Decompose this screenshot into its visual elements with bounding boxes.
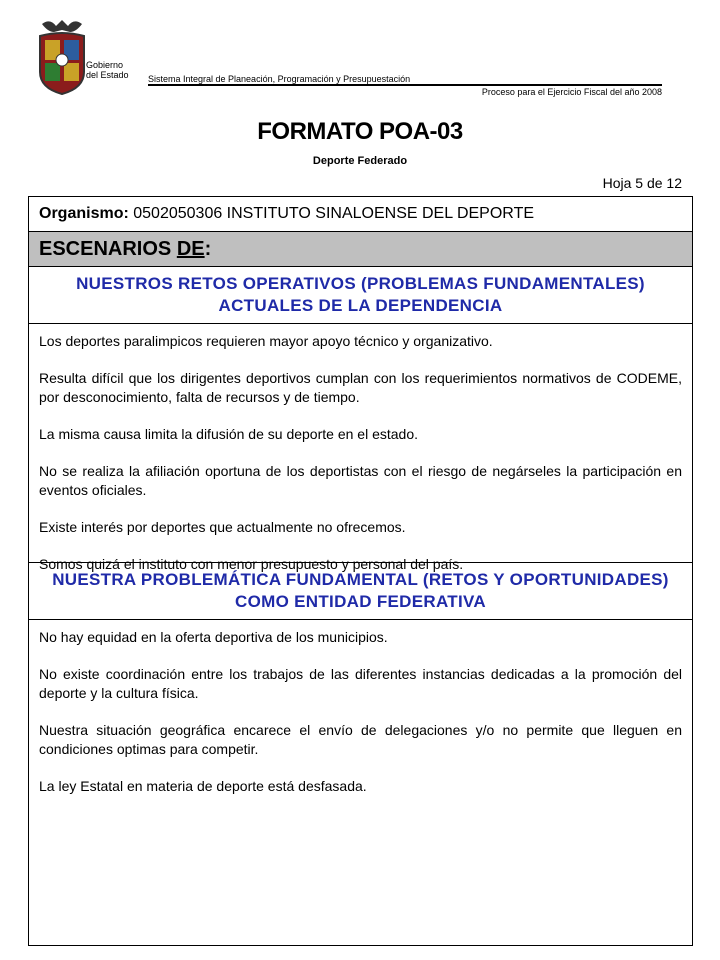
paragraph: No se realiza la afiliación oportuna de los deportistas con el riesgo de negárseles la participación en eventos oficiales. (39, 463, 682, 498)
paragraph: Nuestra situación geográfica encarece el envío de delegaciones y/o no permite que lleguen en condiciones optimas para competir. (39, 722, 682, 757)
document-title: FORMATO POA-03 (257, 118, 463, 145)
government-label (86, 60, 129, 80)
paragraph: La misma causa limita la difusión de su deporte en el estado. (39, 426, 418, 442)
paragraph: No hay equidad en la oferta deportiva de los municipios. (39, 629, 388, 645)
government-label-line1: Gobierno (86, 60, 124, 70)
poa-form (28, 196, 693, 946)
paragraph: Somos quizá el instituto con menor presupuesto y personal del país. (39, 556, 464, 572)
paragraph: No existe coordinación entre los trabajos de las diferentes instancias dedicadas a la promoción del deporte y la cultura física. (39, 666, 682, 701)
document-subtitle: Deporte Federado (312, 155, 408, 167)
scenarios-label-prefix: ESCENARIOS (39, 238, 177, 260)
paragraph: Resulta difícil que los dirigentes deportivos cumplan con los requerimientos normativos de CODEME, por desconocimiento, falta de recursos y de tiempo. (39, 370, 682, 405)
organism-value: 0502050306 INSTITUTO SINALOENSE DEL DEPORTE (133, 205, 535, 222)
system-title: Sistema Integral de Planeación, Programación y Presupuestación (148, 74, 411, 84)
organism-label: Organismo: (39, 205, 129, 222)
section-heading: NUESTROS RETOS OPERATIVOS (PROBLEMAS FUNDAMENTALES) ACTUALES DE LA DEPENDENCIA (29, 267, 692, 324)
state-problems-section (29, 563, 692, 820)
header-divider (148, 84, 662, 86)
organism-row (29, 197, 692, 232)
section-body (29, 324, 692, 580)
sheet-number: Hoja 5 de 12 (602, 175, 682, 191)
paragraph: Los deportes paralimpicos requieren mayor apoyo técnico y organizativo. (39, 333, 493, 349)
operational-challenges-section (29, 267, 692, 572)
scenarios-label-suffix: : (204, 238, 212, 260)
state-coat-of-arms-logo (36, 18, 88, 96)
section-body (29, 620, 692, 820)
paragraph: Existe interés por deportes que actualmente no ofrecemos. (39, 519, 406, 535)
scenarios-label-underlined: DE (176, 238, 205, 260)
paragraph: La ley Estatal en materia de deporte está desfasada. (39, 778, 367, 794)
section-heading: NUESTRA PROBLEMÁTICA FUNDAMENTAL (RETOS Y OPORTUNIDADES) COMO ENTIDAD FEDERATIVA (29, 563, 692, 620)
page-header (0, 0, 720, 110)
process-year-label: Proceso para el Ejercicio Fiscal del año 2008 (481, 87, 662, 97)
government-label-line2: del Estado (86, 70, 129, 80)
scenarios-band (29, 232, 692, 267)
